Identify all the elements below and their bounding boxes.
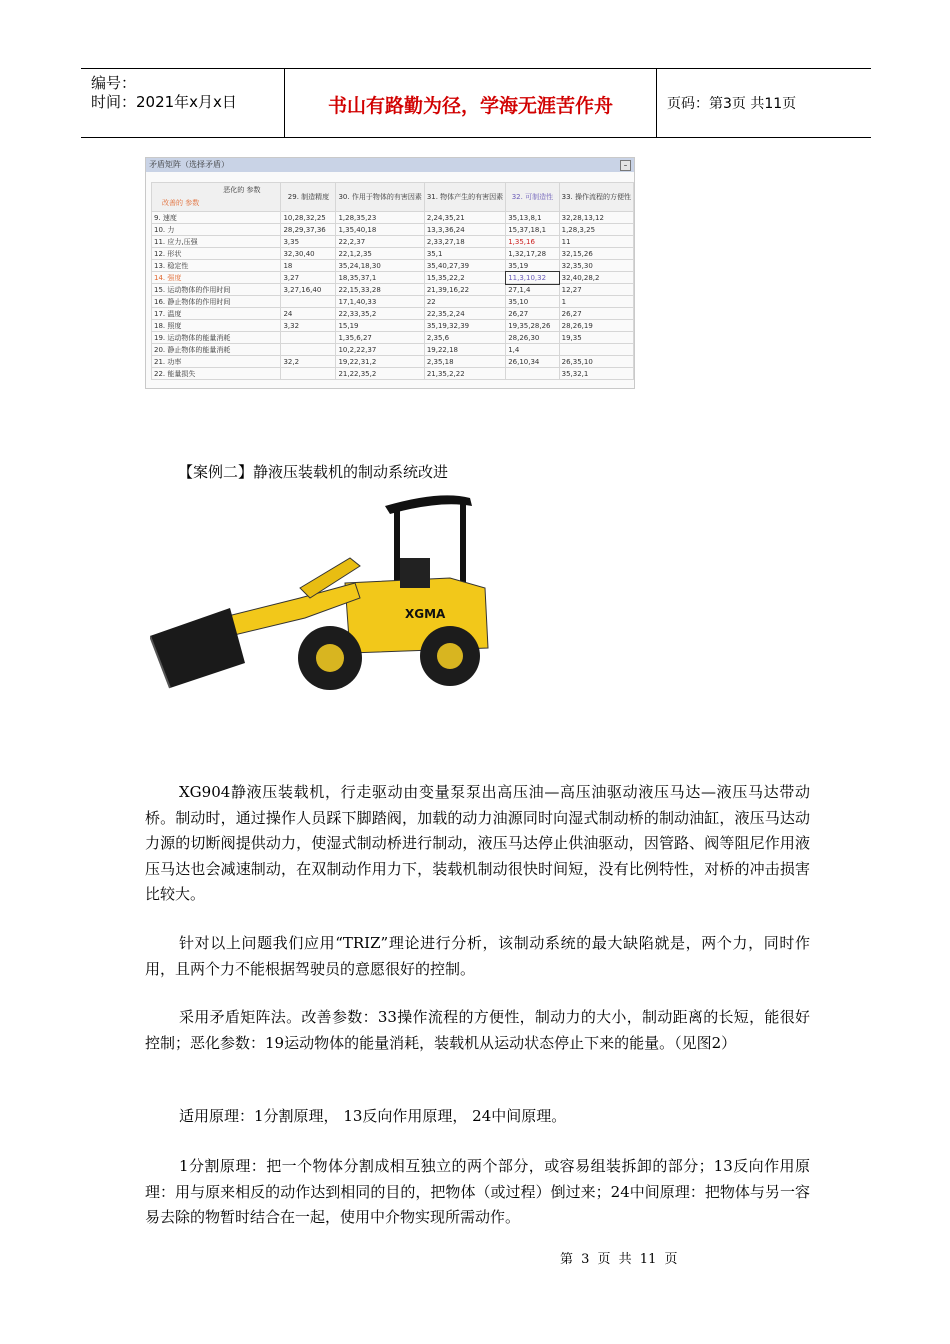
matrix-col-header[interactable]: 33. 操作流程的方便性 (559, 183, 633, 212)
matrix-row-label: 15. 运动物体的作用时间 (152, 284, 281, 296)
matrix-row-label: 18. 照度 (152, 320, 281, 332)
number-label: 编号： (91, 74, 137, 92)
matrix-cell[interactable]: 26,27 (559, 308, 633, 320)
matrix-row-label: 12. 形状 (152, 248, 281, 260)
matrix-cell[interactable]: 10,28,32,25 (281, 212, 336, 224)
matrix-cell[interactable]: 15,37,18,1 (506, 224, 559, 236)
matrix-cell[interactable]: 21,22,35,2 (336, 368, 424, 380)
paragraph-5: 1分割原理：把一个物体分割成相互独立的两个部分，或容易组装拆卸的部分；13反向作用原理：用与原来相反的动作达到相同的目的，把物体（或过程）倒过来；24中间原理：把物体与另一容易去除的物暂时结合在一起，使用中介物实现所需动作。 (145, 1157, 810, 1226)
matrix-row-label: 21. 功率 (152, 356, 281, 368)
matrix-row[interactable] (152, 344, 634, 356)
matrix-corner-bottom: 改善的 参数 (162, 199, 200, 207)
matrix-cell[interactable]: 19,22,31,2 (336, 356, 424, 368)
matrix-cell[interactable]: 35,10 (506, 296, 559, 308)
matrix-cell[interactable]: 35,32,1 (559, 368, 633, 380)
matrix-cell[interactable]: 28,26,30 (506, 332, 559, 344)
motto: 书山有路勤为径，学海无涯苦作舟 (327, 95, 613, 117)
matrix-col-header[interactable]: 31. 物体产生的有害因素 (424, 183, 505, 212)
matrix-cell[interactable]: 32,35,30 (559, 260, 633, 272)
matrix-row[interactable] (152, 332, 634, 344)
matrix-cell[interactable]: 35,40,27,39 (424, 260, 505, 272)
matrix-cell[interactable]: 2,33,27,18 (424, 236, 505, 248)
matrix-row-label: 14. 强度 (152, 272, 281, 284)
matrix-cell[interactable] (281, 368, 336, 380)
matrix-cell[interactable]: 35,24,18,30 (336, 260, 424, 272)
header-page-cell (657, 69, 871, 137)
matrix-cell[interactable]: 2,35,18 (424, 356, 505, 368)
matrix-cell[interactable]: 17,1,40,33 (336, 296, 424, 308)
matrix-cell[interactable]: 19,35,28,26 (506, 320, 559, 332)
header-info-cell (81, 69, 285, 137)
paragraph-4: 适用原理：1分割原理， 13反向作用原理， 24中间原理。 (179, 1107, 567, 1125)
matrix-cell[interactable]: 26,10,34 (506, 356, 559, 368)
matrix-row[interactable] (152, 272, 634, 284)
matrix-cell[interactable]: 2,24,35,21 (424, 212, 505, 224)
matrix-cell[interactable] (506, 368, 559, 380)
matrix-row[interactable] (152, 224, 634, 236)
matrix-cell[interactable]: 1,35,6,27 (336, 332, 424, 344)
matrix-cell[interactable]: 32,28,13,12 (559, 212, 633, 224)
matrix-title-bar (146, 158, 634, 172)
matrix-cell[interactable]: 28,29,37,36 (281, 224, 336, 236)
matrix-cell[interactable]: 35,1 (424, 248, 505, 260)
matrix-cell[interactable]: 2,35,6 (424, 332, 505, 344)
matrix-cell[interactable]: 19,22,18 (424, 344, 505, 356)
matrix-cell[interactable]: 32,30,40 (281, 248, 336, 260)
time-label: 时间：2021年x月x日 (91, 93, 237, 111)
matrix-cell[interactable]: 22,15,33,28 (336, 284, 424, 296)
matrix-cell[interactable]: 26,35,10 (559, 356, 633, 368)
matrix-cell[interactable]: 3,32 (281, 320, 336, 332)
paragraph-2: 针对以上问题我们应用“TRIZ”理论进行分析，该制动系统的最大缺陷就是，两个力，同时作用，且两个力不能根据驾驶员的意愿很好的控制。 (145, 934, 810, 978)
matrix-cell[interactable] (559, 344, 633, 356)
matrix-cell[interactable]: 1,4 (506, 344, 559, 356)
matrix-cell[interactable]: 15,19 (336, 320, 424, 332)
matrix-cell[interactable]: 22,35,2,24 (424, 308, 505, 320)
matrix-cell[interactable]: 35,19 (506, 260, 559, 272)
matrix-cell[interactable]: 21,35,2,22 (424, 368, 505, 380)
matrix-cell[interactable]: 26,27 (506, 308, 559, 320)
matrix-cell[interactable]: 21,39,16,22 (424, 284, 505, 296)
paragraph-3: 采用矛盾矩阵法。改善参数：33操作流程的方便性，制动力的大小，制动距离的长短，能很好控制；恶化参数：19运动物体的能量消耗，装载机从运动状态停止下来的能量。（见图2） (145, 1008, 810, 1052)
matrix-cell[interactable]: 12,27 (559, 284, 633, 296)
paragraph-1: XG904静液压装载机，行走驱动由变量泵泵出高压油—高压油驱动液压马达—液压马达带动桥。制动时，通过操作人员踩下脚踏阀，加载的动力油源同时向湿式制动桥的制动油缸，液压马达动力源的切断阀提供动力，使湿式制动桥进行制动，液压马达停止供油驱动，因管路、阀等阻尼作用液压马达也会减速制动，在双制动作用力下，装载机制动很快时间短，没有比例特性，对桥的冲击损害比较大。 (145, 783, 810, 903)
matrix-row[interactable] (152, 356, 634, 368)
page-code: 页码：第3页 共11页 (667, 96, 797, 112)
matrix-row[interactable] (152, 320, 634, 332)
matrix-cell[interactable]: 22 (424, 296, 505, 308)
matrix-cell[interactable]: 28,26,19 (559, 320, 633, 332)
matrix-cell[interactable] (281, 332, 336, 344)
matrix-cell[interactable]: 22,33,35,2 (336, 308, 424, 320)
matrix-row-label: 11. 应力,压强 (152, 236, 281, 248)
matrix-row[interactable] (152, 296, 634, 308)
matrix-cell[interactable]: 15,35,22,2 (424, 272, 505, 284)
matrix-cell[interactable]: 1,32,17,28 (506, 248, 559, 260)
matrix-corner-top: 恶化的 参数 (223, 186, 261, 194)
matrix-cell[interactable]: 3,35 (281, 236, 336, 248)
matrix-cell[interactable]: 32,15,26 (559, 248, 633, 260)
contradiction-matrix-screenshot (145, 157, 635, 389)
minimize-icon[interactable]: – (620, 160, 631, 171)
matrix-row[interactable] (152, 284, 634, 296)
matrix-cell[interactable]: 22,1,2,35 (336, 248, 424, 260)
matrix-cell[interactable]: 11 (559, 236, 633, 248)
matrix-row-label: 19. 运动物体的能量消耗 (152, 332, 281, 344)
matrix-cell[interactable]: 3,27 (281, 272, 336, 284)
matrix-row-label: 10. 力 (152, 224, 281, 236)
matrix-cell[interactable] (281, 296, 336, 308)
matrix-cell[interactable]: 1,28,3,25 (559, 224, 633, 236)
matrix-row-label: 13. 稳定性 (152, 260, 281, 272)
page-footer: 第 3 页 共 11 页 (560, 1252, 678, 1267)
matrix-row-label: 17. 温度 (152, 308, 281, 320)
matrix-col-header[interactable]: 30. 作用于物体的有害因素 (336, 183, 424, 212)
matrix-cell[interactable]: 18,35,37,1 (336, 272, 424, 284)
matrix-row[interactable] (152, 236, 634, 248)
matrix-table (151, 182, 634, 380)
matrix-row-label: 16. 静止物体的作用时间 (152, 296, 281, 308)
matrix-cell[interactable]: 32,40,28,2 (559, 272, 633, 284)
case-title: 【案例二】静液压装载机的制动系统改进 (178, 463, 449, 481)
matrix-cell[interactable]: 35,19,32,39 (424, 320, 505, 332)
matrix-row[interactable] (152, 212, 634, 224)
page-header (81, 68, 871, 138)
matrix-header-row (152, 183, 634, 212)
matrix-row-label: 22. 能量损失 (152, 368, 281, 380)
matrix-title: 矛盾矩阵（选择矛盾） (149, 160, 229, 169)
matrix-cell[interactable]: 1 (559, 296, 633, 308)
matrix-row-label: 20. 静止物体的能量消耗 (152, 344, 281, 356)
matrix-row[interactable] (152, 308, 634, 320)
matrix-cell[interactable]: 18 (281, 260, 336, 272)
matrix-cell[interactable]: 32,2 (281, 356, 336, 368)
matrix-cell[interactable]: 27,1,4 (506, 284, 559, 296)
matrix-cell[interactable]: 13,3,36,24 (424, 224, 505, 236)
matrix-cell[interactable]: 24 (281, 308, 336, 320)
matrix-cell[interactable]: 35,13,8,1 (506, 212, 559, 224)
matrix-cell[interactable]: 10,2,22,37 (336, 344, 424, 356)
matrix-row-label: 9. 速度 (152, 212, 281, 224)
matrix-cell[interactable]: 1,28,35,23 (336, 212, 424, 224)
matrix-col-header[interactable]: 32. 可制造性 (506, 183, 559, 212)
matrix-cell[interactable] (281, 344, 336, 356)
loader-brand: XGMA (405, 607, 446, 621)
wheel-loader-image (150, 488, 500, 698)
matrix-row[interactable] (152, 260, 634, 272)
matrix-cell[interactable]: 19,35 (559, 332, 633, 344)
matrix-cell[interactable]: 1,35,40,18 (336, 224, 424, 236)
matrix-cell[interactable]: 1,35,16 (506, 236, 559, 248)
matrix-cell[interactable]: 11,3,10,32 (506, 272, 559, 284)
header-motto-cell (285, 69, 657, 137)
matrix-cell[interactable]: 3,27,16,40 (281, 284, 336, 296)
matrix-row[interactable] (152, 368, 634, 380)
matrix-corner (152, 183, 281, 212)
matrix-row[interactable] (152, 248, 634, 260)
matrix-col-header[interactable]: 29. 制造精度 (281, 183, 336, 212)
matrix-cell[interactable]: 22,2,37 (336, 236, 424, 248)
